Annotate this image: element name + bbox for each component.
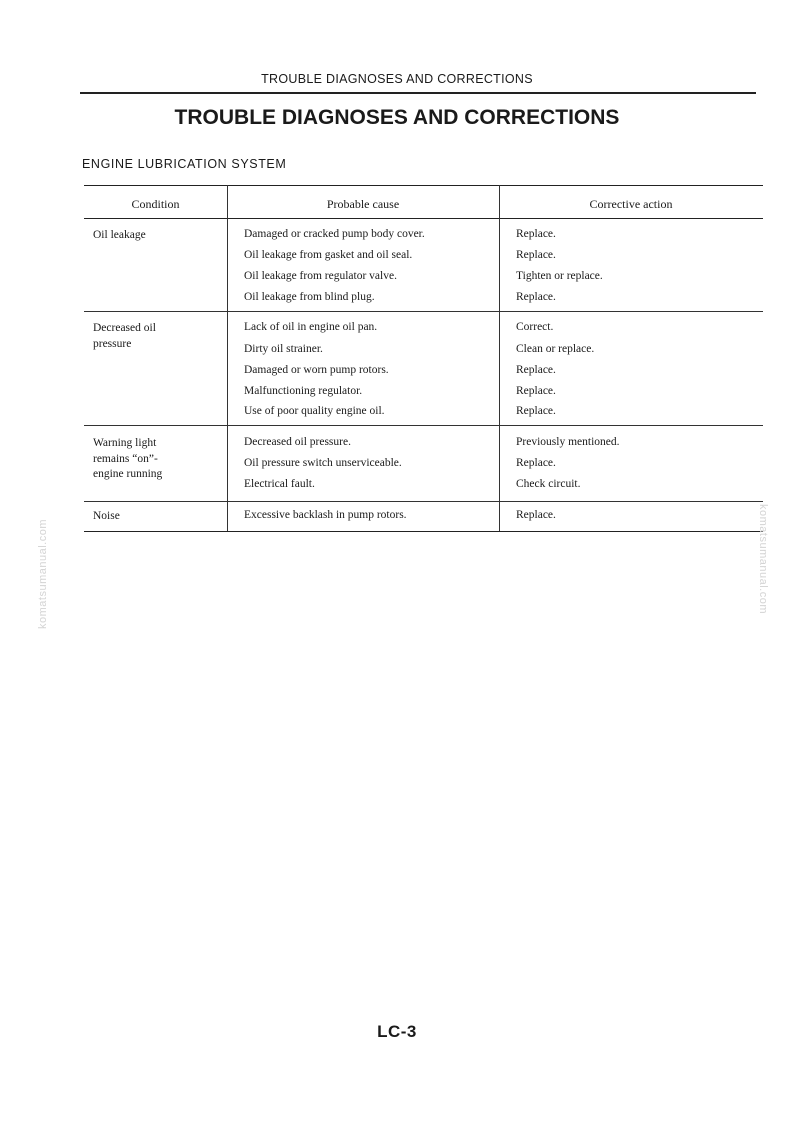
cause-text: Damaged or cracked pump body cover. <box>244 228 425 240</box>
action-text: Replace. <box>516 249 556 261</box>
column-header-condition: Condition <box>131 197 180 211</box>
column-divider <box>499 185 500 531</box>
watermark-left: komatsumanual.com <box>37 519 49 629</box>
cause-text: Damaged or worn pump rotors. <box>244 364 389 376</box>
table-bottom-rule <box>84 531 763 532</box>
action-text: Replace. <box>516 291 556 303</box>
condition-noise: Noise <box>93 510 120 522</box>
action-text: Tighten or replace. <box>516 270 603 282</box>
column-header-cause: Probable cause <box>326 197 400 211</box>
action-text: Clean or replace. <box>516 343 595 355</box>
action-text: Check circuit. <box>516 478 581 490</box>
action-text: Replace. <box>516 364 556 376</box>
table-row-divider <box>84 425 763 426</box>
table-top-rule <box>84 185 763 186</box>
running-header: TROUBLE DIAGNOSES AND CORRECTIONS <box>261 72 533 86</box>
cause-text: Decreased oil pressure. <box>244 436 351 448</box>
action-text: Replace. <box>516 228 556 240</box>
action-text: Previously mentioned. <box>516 436 620 448</box>
cause-text: Dirty oil strainer. <box>244 343 323 355</box>
table-row-divider <box>84 311 763 312</box>
table-header-rule <box>84 218 763 219</box>
action-text: Replace. <box>516 385 556 397</box>
action-text: Replace. <box>516 509 556 521</box>
condition-warning-light: Warning light remains “on”- engine running <box>93 437 163 480</box>
cause-text: Oil leakage from regulator valve. <box>244 270 397 282</box>
cause-text: Excessive backlash in pump rotors. <box>244 509 407 521</box>
column-header-action: Corrective action <box>589 197 673 211</box>
condition-decreased-oil-pressure: Decreased oil pressure <box>93 322 156 350</box>
cause-text: Use of poor quality engine oil. <box>244 405 385 417</box>
watermark-right: komatsumanual.com <box>757 504 769 614</box>
cause-text: Electrical fault. <box>244 478 315 490</box>
column-divider <box>227 185 228 531</box>
cause-text: Lack of oil in engine oil pan. <box>244 321 378 333</box>
action-text: Replace. <box>516 405 556 417</box>
page-number: LC-3 <box>377 1022 417 1041</box>
page-title: TROUBLE DIAGNOSES AND CORRECTIONS <box>174 106 620 129</box>
action-text: Replace. <box>516 457 556 469</box>
cause-text: Oil leakage from blind plug. <box>244 291 375 303</box>
section-title: ENGINE LUBRICATION SYSTEM <box>82 157 287 171</box>
cause-text: Oil leakage from gasket and oil seal. <box>244 249 413 261</box>
cause-text: Oil pressure switch unserviceable. <box>244 457 402 469</box>
table-row-divider <box>84 501 763 502</box>
action-text: Correct. <box>516 321 554 333</box>
header-rule <box>80 92 756 94</box>
cause-text: Malfunctioning regulator. <box>244 385 363 397</box>
condition-oil-leakage: Oil leakage <box>93 229 146 241</box>
